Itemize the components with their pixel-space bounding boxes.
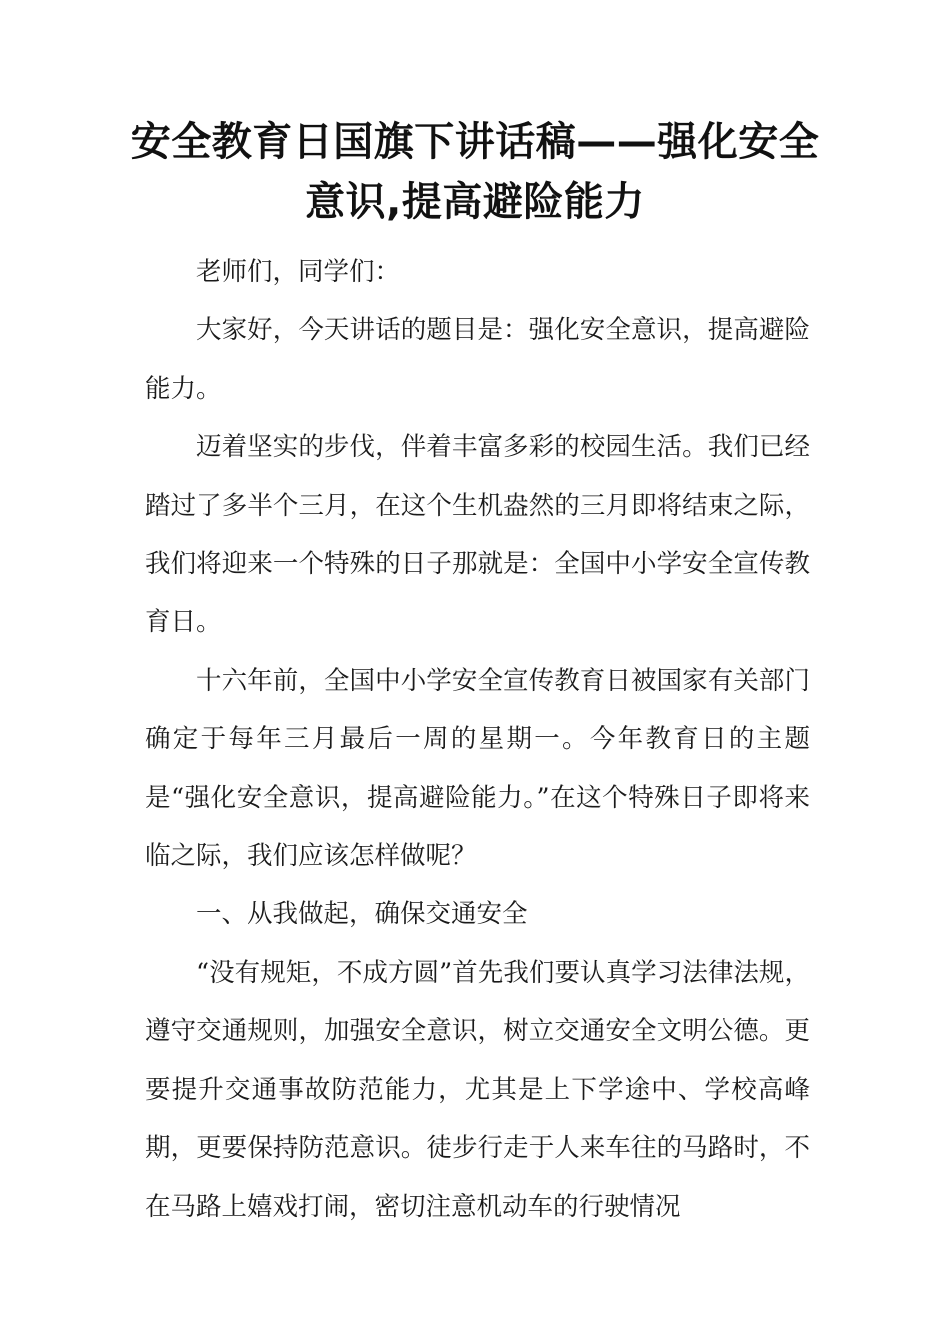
paragraph-greeting: 老师们，同学们： [196, 257, 401, 287]
paragraph-traffic-rules: “没有规矩，不成方圆”首先我们要认真学习法律法规，遵守交通规则，加强安全意识，树立交通安全文明公德。更要提升交通事故防范能力，尤其是上下学途中、学校高峰期，更要保持防范意识。徒步行走于人来车往的马路时，不在马路上嬉戏打闹，密切注意机动车的行驶情况 [145, 957, 810, 1222]
paragraph-intro: 迈着坚实的步伐，伴着丰富多彩的校园生活。我们已经踏过了多半个三月，在这个生机盎然的三月即将结束之际，我们将迎来一个特殊的日子那就是：全国中小学安全宣传教育日。 [145, 432, 810, 638]
paragraph-topic: 大家好，今天讲话的题目是：强化安全意识，提高避险能力。 [145, 315, 810, 404]
document-body [145, 243, 810, 1236]
section-heading-traffic: 一、从我做起，确保交通安全 [196, 899, 528, 930]
document-title: 安全教育日国旗下讲话稿——强化安全意识,提高避险能力 [130, 119, 820, 225]
paragraph-history: 十六年前，全国中小学安全宣传教育日被国家有关部门确定于每年三月最后一周的星期一。今年教育日的主题是“强化安全意识，提高避险能力。”在这个特殊日子即将来临之际，我们应该怎样做呢？ [145, 665, 810, 872]
